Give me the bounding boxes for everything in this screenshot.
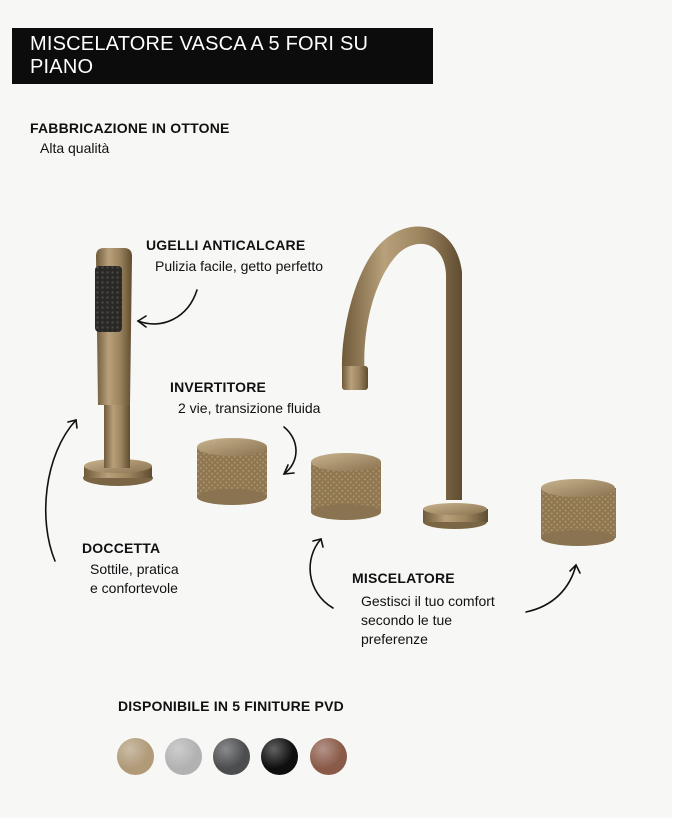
material-text: Alta qualità xyxy=(40,140,110,156)
finish-swatch-black[interactable] xyxy=(261,738,298,775)
arrow-mixer-right xyxy=(526,565,576,612)
material-heading: FABBRICAZIONE IN OTTONE xyxy=(30,120,230,136)
arrow-diverter xyxy=(284,427,296,474)
handshower-heading: DOCCETTA xyxy=(82,540,161,556)
mixer-heading: MISCELATORE xyxy=(352,570,455,586)
hand-shower xyxy=(83,248,153,486)
finish-swatch-brushed-bronze[interactable] xyxy=(117,738,154,775)
handshower-text-1: Sottile, pratica xyxy=(90,561,179,577)
mixer-text-3: preferenze xyxy=(361,631,428,647)
diverter-text: 2 vie, transizione fluida xyxy=(178,400,321,416)
finish-swatch-gunmetal[interactable] xyxy=(213,738,250,775)
diverter-knob xyxy=(197,438,267,505)
diverter-heading: INVERTITORE xyxy=(170,379,267,395)
arrow-handshower xyxy=(46,420,76,561)
arrow-nozzles xyxy=(138,290,197,324)
nozzles-text: Pulizia facile, getto perfetto xyxy=(155,258,324,274)
page-title: MISCELATORE VASCA A 5 FORI SU PIANO xyxy=(30,33,369,78)
finish-swatch-copper[interactable] xyxy=(310,738,347,775)
mixer-text-2: secondo le tue xyxy=(361,612,453,628)
finishes-heading: DISPONIBILE IN 5 FINITURE PVD xyxy=(118,698,344,714)
arrow-mixer-center xyxy=(310,539,333,608)
right-knob xyxy=(541,479,616,546)
nozzles-heading: UGELLI ANTICALCARE xyxy=(146,237,306,253)
finish-swatch-brushed-steel[interactable] xyxy=(165,738,202,775)
mixer-text-1: Gestisci il tuo comfort xyxy=(361,593,495,609)
handshower-text-2: e confortevole xyxy=(90,580,178,596)
center-knob xyxy=(311,453,381,520)
